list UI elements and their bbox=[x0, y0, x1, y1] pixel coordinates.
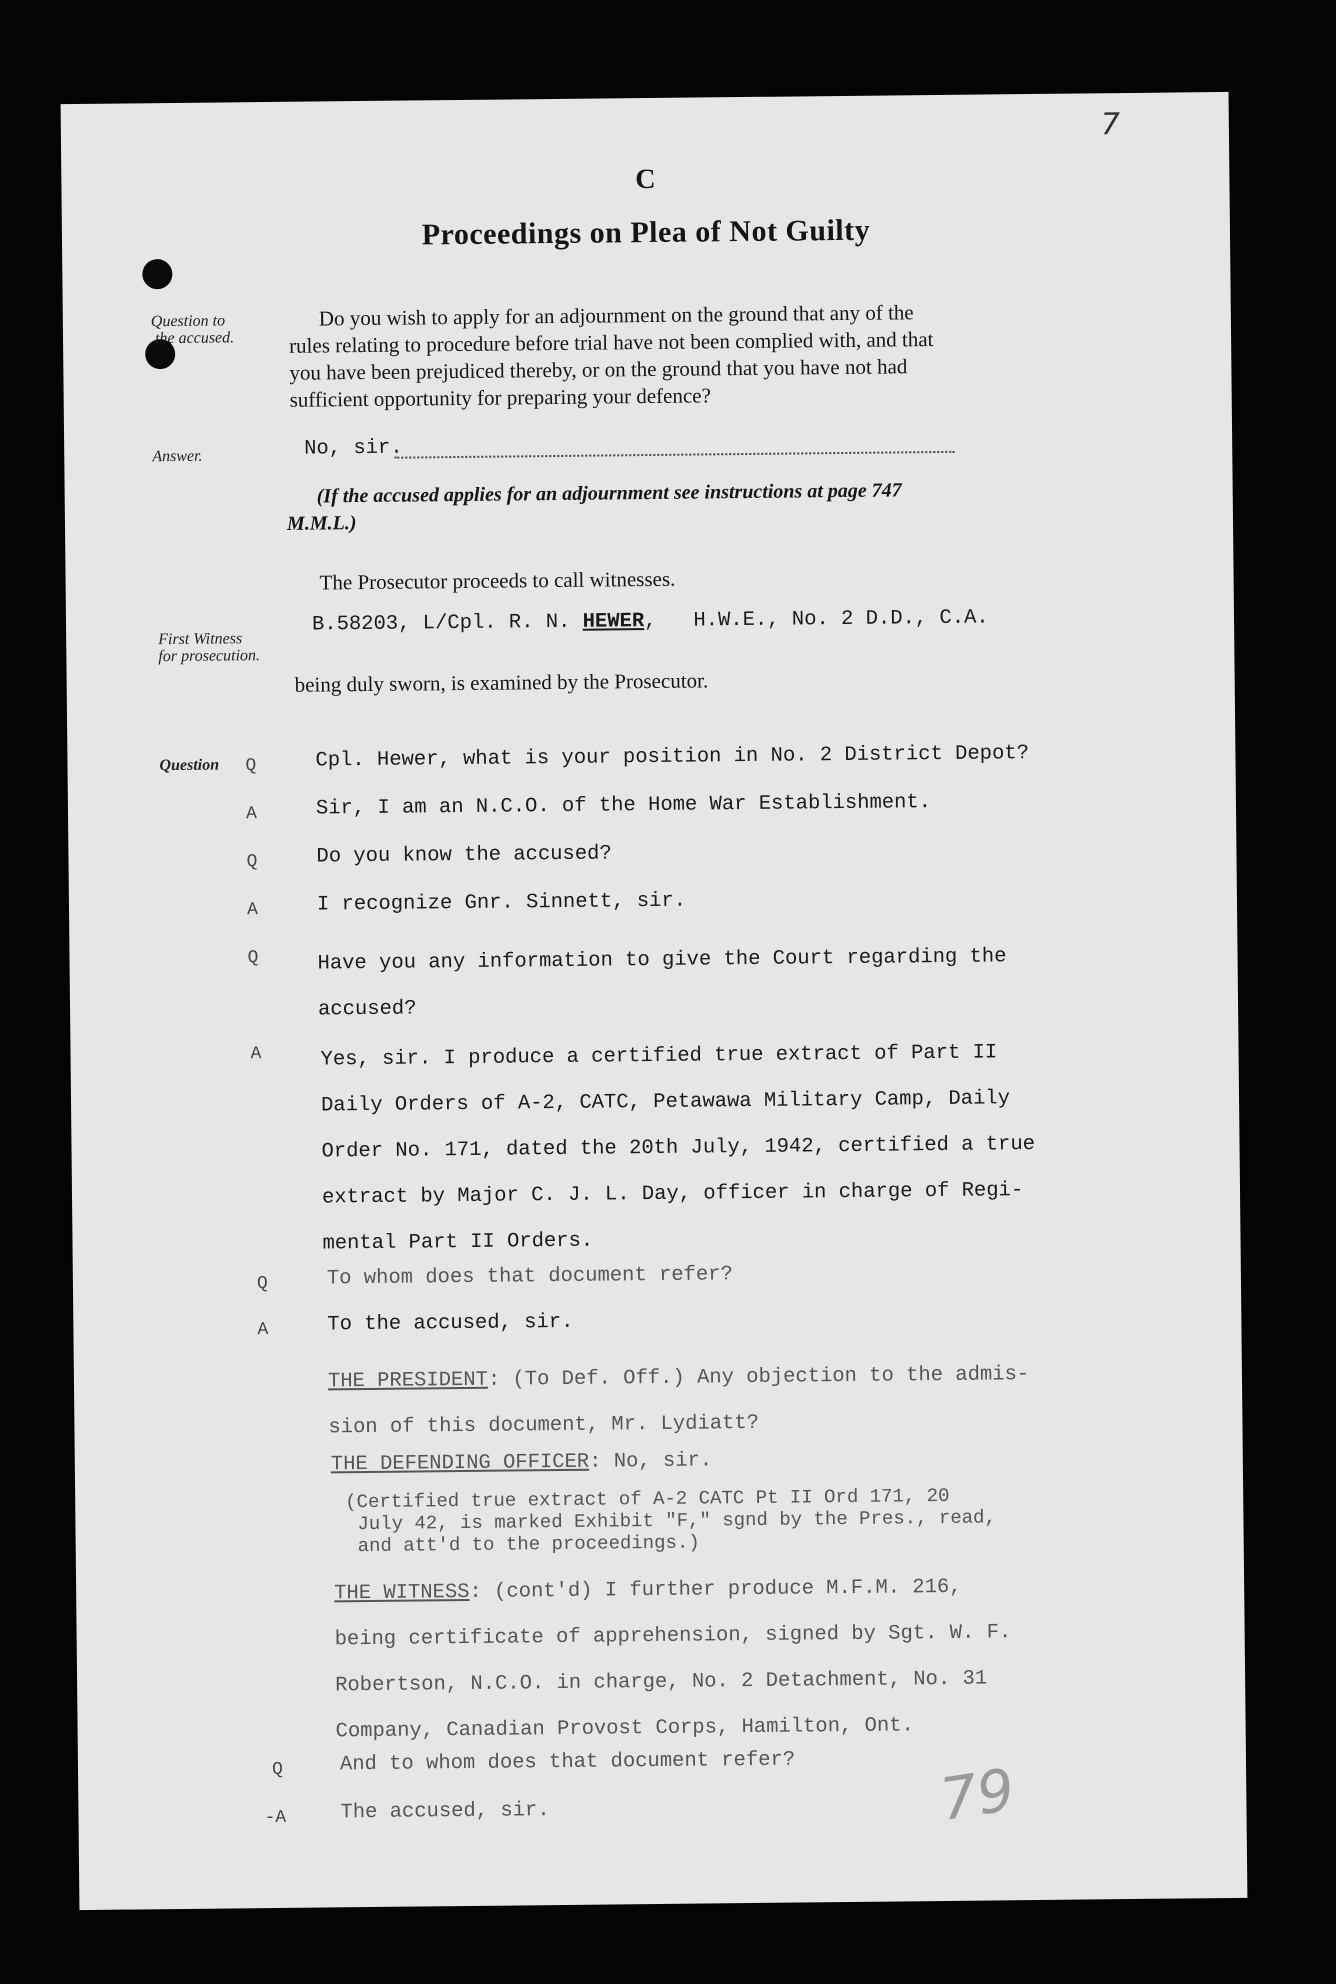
margin-note-question-to-accused: Question to the accused. bbox=[150, 312, 235, 348]
document-page bbox=[61, 92, 1248, 1910]
qa-label: Q bbox=[256, 1274, 268, 1295]
witness-name: HEWER bbox=[582, 610, 645, 634]
qa-text: The accused, sir. bbox=[340, 1799, 550, 1825]
adjournment-instruction: (If the accused applies for an adjournment see instructions at page 747 M.M.L.) bbox=[286, 479, 902, 535]
exhibit-note: (Certified true extract of A-2 CATC Pt II Ord 171, 20 July 42, is marked Exhibit "F," sgnd by the Pres., read, and att'd to the proceedings.) bbox=[345, 1484, 997, 1558]
qa-text: To the accused, sir. bbox=[327, 1310, 574, 1337]
margin-note-answer: Answer. bbox=[152, 447, 203, 466]
witness-identification: B.58203, L/Cpl. R. N. HEWER, H.W.E., No. 2 D.D., C.A. bbox=[311, 606, 989, 637]
qa-label: A bbox=[245, 804, 257, 825]
qa-label: A bbox=[257, 1320, 269, 1341]
answer-dotted-line bbox=[394, 451, 954, 459]
qa-label: Q bbox=[246, 852, 258, 873]
qa-label: Q bbox=[247, 948, 259, 969]
page-title: Proceedings on Plea of Not Guilty bbox=[421, 213, 871, 252]
section-letter: C bbox=[635, 163, 656, 196]
qa-label: A bbox=[250, 1044, 262, 1065]
margin-note-first-witness: First Witness for prosecution. bbox=[158, 630, 261, 666]
defending-speaker: THE DEFENDING OFFICER bbox=[330, 1450, 590, 1477]
qa-label: A bbox=[246, 900, 258, 921]
sworn-line: being duly sworn, is examined by the Prosecutor. bbox=[294, 668, 709, 697]
prosecutor-line: The Prosecutor proceeds to call witnesses. bbox=[319, 566, 676, 595]
page-number: 7 bbox=[1100, 107, 1121, 143]
witness-continued: THE WITNESS: (cont'd) I further produce M.F.M. 216, being certificate of apprehension, signed by Sgt. W. F. Robertson, N.C.O. in charge, No. 2 Detachment, No. 31 Company, Canadian Provost Corps, Hamilton, Ont. bbox=[334, 1575, 1012, 1744]
qa-label: Q bbox=[245, 756, 257, 777]
qa-text: I recognize Gnr. Sinnett, sir. bbox=[316, 889, 687, 917]
qa-text: To whom does that document refer? bbox=[326, 1263, 733, 1291]
president-speaker: THE PRESIDENT bbox=[327, 1368, 489, 1394]
answer-text: No, sir. bbox=[304, 436, 403, 461]
president-statement: THE PRESIDENT: (To Def. Off.) Any objection to the admis- sion of this document, Mr. Lydiatt? bbox=[327, 1363, 1030, 1440]
punch-hole bbox=[142, 259, 172, 289]
qa-text: Cpl. Hewer, what is your position in No. 2 District Depot? bbox=[315, 742, 1030, 773]
qa-text: Do you know the accused? bbox=[316, 842, 612, 869]
margin-note-question: Question bbox=[159, 756, 220, 775]
defending-officer-statement: THE DEFENDING OFFICER: No, sir. bbox=[330, 1449, 713, 1477]
qa-label: -A bbox=[264, 1807, 287, 1829]
witness-speaker: THE WITNESS bbox=[334, 1580, 470, 1606]
qa-text: Yes, sir. I produce a certified true extract of Part II Daily Orders of A-2, CATC, Petawawa Military Camp, Daily Order No. 171, dated the 20th July, 1942, certified a true extract by Major C. J. L. Day, officer in charge of Regi- mental Part II Orders. bbox=[320, 1041, 1036, 1256]
qa-text: And to whom does that document refer? bbox=[339, 1748, 796, 1777]
handwritten-mark: 79 bbox=[935, 1755, 1019, 1834]
question-paragraph: Do you wish to apply for an adjournment on the ground that any of the rules relating to procedure before trial have not been complied with, and that you have been prejudiced thereby, or on the ground that you have not had sufficient opportunity for preparing your defence? bbox=[288, 300, 934, 412]
qa-text: Sir, I am an N.C.O. of the Home War Establishment. bbox=[315, 791, 932, 821]
qa-label: Q bbox=[271, 1759, 283, 1781]
qa-text: Have you any information to give the Court regarding the accused? bbox=[317, 945, 1007, 1022]
